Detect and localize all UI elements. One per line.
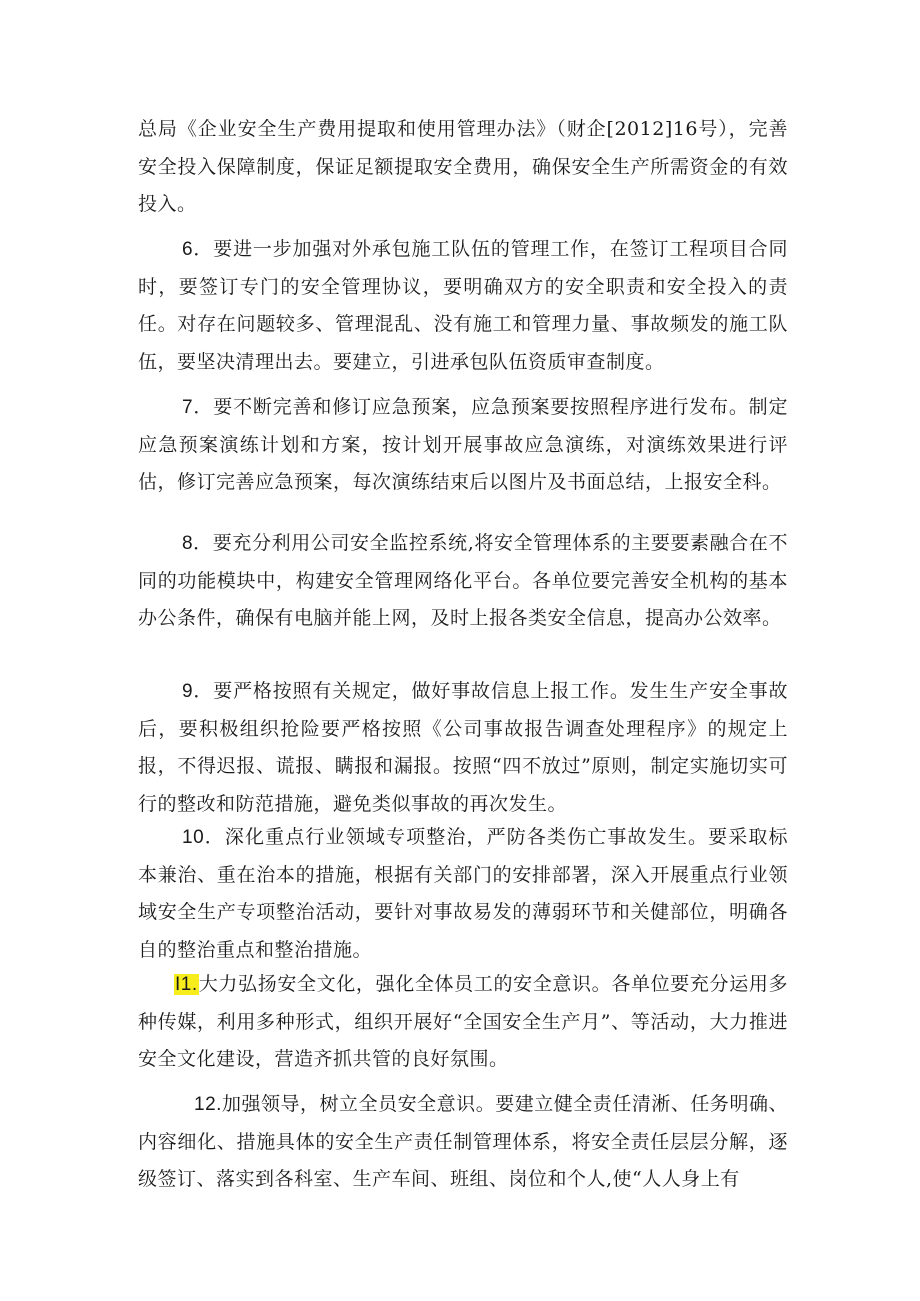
- paragraph-number-highlighted: I1.: [175, 974, 198, 995]
- paragraph-10: [138, 819, 788, 969]
- paragraph-text: ．要进一步加强对外承包施工队伍的管理工作，在签订工程项目合同时，要签订专门的安全管理协议，要明确双方的安全职责和安全投入的责任。对存在问题较多、管理混乱、没有施工和管理力量、事故频发的施工队伍，要坚决清理出去。要建立，引进承包队伍资质审查制度。: [138, 238, 788, 373]
- paragraph-number: 9: [182, 681, 194, 702]
- paragraph-number: 10: [182, 827, 205, 848]
- paragraph-text: ．要严格按照有关规定，做好事故信息上报工作。发生生产安全事故后，要积极组织抢险要严格按照《公司事故报告调查处理程序》的规定上报，不得迟报、谎报、瞒报和漏报。按照“四不放过”原则，制定实施切实可行的整改和防范措施，避免类似事故的再次发生。: [138, 680, 788, 815]
- paragraph-number: 8: [182, 533, 194, 554]
- paragraph-7: [138, 389, 788, 502]
- paragraph-text: 大力弘扬安全文化，强化全体员工的安全意识。各单位要充分运用多种传媒，利用多种形式，组织开展好“全国安全生产月”、等活动，大力推进安全文化建设，营造齐抓共管的良好氛围。: [138, 973, 788, 1070]
- paragraph-text: ．深化重点行业领域专项整治，严防各类伤亡事故发生。要采取标本兼治、重在治本的措施，根据有关部门的安排部署，深入开展重点行业领域安全生产专项整治活动，要针对事故易发的薄弱环节和关健部位，明确各自的整治重点和整治措施。: [138, 826, 788, 961]
- paragraph-continued: [138, 111, 788, 224]
- paragraph-12: [138, 1086, 788, 1199]
- paragraph-6: [138, 231, 788, 381]
- paragraph-number: 12.: [194, 1094, 222, 1115]
- paragraph-text: 总局《企业安全生产费用提取和使用管理办法》（财企[2012]16号），完善安全投入保障制度，保证足额提取安全费用，确保安全生产所需资金的有效投入。: [138, 118, 788, 215]
- paragraph-11: [138, 966, 788, 1079]
- paragraph-text: ．要充分利用公司安全监控系统,将安全管理体系的主要要素融合在不同的功能模块中，构建安全管理网络化平台。各单位要完善安全机构的基本办公条件，确保有电脑并能上网，及时上报各类安全信息，提高办公效率。: [138, 532, 788, 629]
- paragraph-9: [138, 673, 788, 823]
- paragraph-number: 6: [182, 239, 194, 260]
- paragraph-text: ．要不断完善和修订应急预案，应急预案要按照程序进行发布。制定应急预案演练计划和方案，按计划开展事故应急演练，对演练效果进行评估，修订完善应急预案，每次演练结束后以图片及书面总结，上报安全科。: [138, 396, 788, 493]
- paragraph-8: [138, 525, 788, 638]
- paragraph-text: 加强领导，树立全员安全意识。要建立健全责任清淅、任务明确、内容细化、措施具体的安全生产责任制管理体系，将安全责任层层分解，逐级签订、落实到各科室、生产车间、班组、岗位和个人,使“人人身上有: [138, 1093, 788, 1190]
- paragraph-number: 7: [182, 397, 194, 418]
